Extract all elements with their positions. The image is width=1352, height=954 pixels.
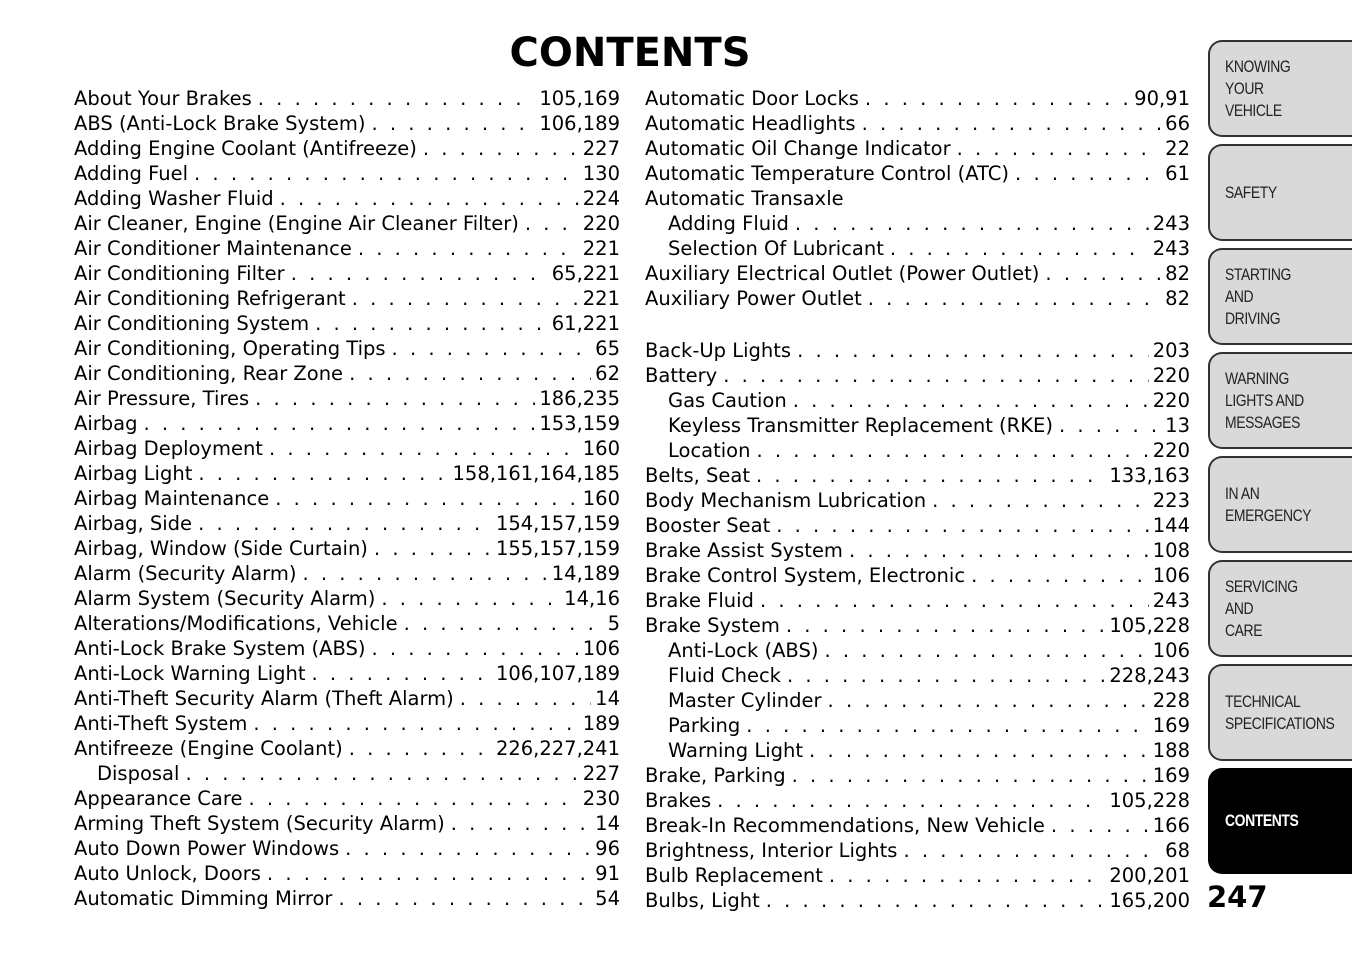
dot-leader <box>358 236 579 261</box>
entry-label: Adding Washer Fluid <box>74 187 274 210</box>
entry-label: Automatic Temperature Control (ATC) <box>645 162 1010 185</box>
entry-label: Air Conditioning, Operating Tips <box>74 337 386 360</box>
page-title: CONTENTS <box>509 30 751 76</box>
entry-page-numbers: 189 <box>582 712 620 735</box>
entry-page-numbers: 91 <box>595 862 620 885</box>
dot-leader <box>423 136 579 161</box>
entry-label: Air Conditioner Maintenance <box>74 237 352 260</box>
entry-page-numbers: 230 <box>582 787 620 810</box>
index-column-left <box>74 86 620 911</box>
entry-label: Airbag <box>74 412 138 435</box>
dot-leader <box>338 886 591 911</box>
index-entry[interactable] <box>74 611 620 636</box>
entry-label: Automatic Door Locks <box>645 87 859 110</box>
index-entry[interactable] <box>74 261 620 286</box>
entry-page-numbers: 169 <box>1152 764 1190 787</box>
entry-page-numbers: 105,169 <box>539 87 620 110</box>
index-entry[interactable] <box>74 411 620 436</box>
entry-page-numbers: 221 <box>582 287 620 310</box>
entry-label: Air Conditioning Filter <box>74 262 285 285</box>
entry-label: Air Pressure, Tires <box>74 387 250 410</box>
index-entry[interactable] <box>74 811 620 836</box>
dot-leader <box>280 186 579 211</box>
index-entry[interactable] <box>645 111 1190 136</box>
entry-label: Appearance Care <box>74 787 243 810</box>
index-subentry[interactable] <box>645 738 1190 763</box>
entry-page-numbers: 155,157,159 <box>495 537 620 560</box>
entry-page-numbers: 220 <box>1152 439 1190 462</box>
dot-leader <box>275 486 579 511</box>
index-entry[interactable] <box>645 788 1190 813</box>
entry-label: Anti-Theft Security Alarm (Theft Alarm) <box>74 687 454 710</box>
index-entry[interactable] <box>645 863 1190 888</box>
entry-page-numbers: 96 <box>595 837 620 860</box>
dot-leader <box>349 736 492 761</box>
index-entry[interactable] <box>645 261 1190 286</box>
index-entry[interactable] <box>645 488 1190 513</box>
dot-leader <box>198 511 492 536</box>
entry-page-numbers: 243 <box>1152 212 1190 235</box>
entry-label: Disposal <box>97 762 180 785</box>
entry-page-numbers: 106 <box>582 637 620 660</box>
dot-leader <box>766 888 1106 913</box>
index-entry[interactable] <box>645 513 1190 538</box>
index-entry[interactable] <box>74 836 620 861</box>
entry-label: Brake Control System, Electronic <box>645 564 966 587</box>
section-tab[interactable] <box>1208 664 1352 761</box>
entry-label: Master Cylinder <box>668 689 822 712</box>
section-tab[interactable] <box>1208 560 1352 657</box>
entry-label: Alterations/Modifications, Vehicle <box>74 612 398 635</box>
entry-label: Bulb Replacement <box>645 864 823 887</box>
entry-page-numbers: 243 <box>1152 237 1190 260</box>
page-number: 247 <box>1207 880 1268 914</box>
index-entry[interactable] <box>74 336 620 361</box>
index-entry[interactable] <box>74 586 620 611</box>
dot-leader <box>525 211 579 236</box>
section-tab[interactable] <box>1208 248 1352 345</box>
entry-page-numbers: 5 <box>607 612 620 635</box>
dot-leader <box>143 411 535 436</box>
section-tab[interactable] <box>1208 768 1352 874</box>
dot-leader <box>269 436 579 461</box>
entry-page-numbers: 14,189 <box>551 562 620 585</box>
entry-page-numbers: 105,228 <box>1109 614 1190 637</box>
dot-leader <box>717 788 1105 813</box>
index-entry[interactable] <box>645 538 1190 563</box>
entry-label: Belts, Seat <box>645 464 750 487</box>
entry-page-numbers: 61 <box>1165 162 1190 185</box>
index-entry[interactable] <box>645 86 1190 111</box>
entry-label: Airbag Maintenance <box>74 487 270 510</box>
entry-label: Booster Seat <box>645 514 771 537</box>
index-entry[interactable] <box>645 563 1190 588</box>
entry-label: Brakes <box>645 789 712 812</box>
entry-page-numbers: 160 <box>582 437 620 460</box>
entry-page-numbers: 220 <box>1152 389 1190 412</box>
dot-leader <box>797 338 1149 363</box>
entry-label: ABS (Anti-Lock Brake System) <box>74 112 366 135</box>
entry-page-numbers: 106 <box>1152 639 1190 662</box>
entry-page-numbers: 166 <box>1152 814 1190 837</box>
index-entry[interactable] <box>74 436 620 461</box>
index-entry[interactable] <box>74 786 620 811</box>
index-entry[interactable] <box>645 613 1190 638</box>
entry-label: Adding Engine Coolant (Antifreeze) <box>74 137 417 160</box>
index-entry[interactable] <box>645 286 1190 311</box>
entry-page-numbers: 160 <box>582 487 620 510</box>
index-entry[interactable] <box>74 561 620 586</box>
entry-label: Air Conditioning, Rear Zone <box>74 362 344 385</box>
dot-leader <box>932 488 1149 513</box>
entry-page-numbers: 200,201 <box>1109 864 1190 887</box>
entry-label: Body Mechanism Lubrication <box>645 489 927 512</box>
index-entry[interactable] <box>74 886 620 911</box>
entry-page-numbers: 186,235 <box>539 387 620 410</box>
entry-page-numbers: 62 <box>595 362 620 385</box>
dot-leader <box>1045 261 1161 286</box>
dot-leader <box>381 586 560 611</box>
index-entry[interactable] <box>74 136 620 161</box>
entry-label: Airbag Light <box>74 462 193 485</box>
dot-leader <box>786 613 1106 638</box>
entry-label: Adding Fluid <box>668 212 789 235</box>
index-entry[interactable] <box>74 86 620 111</box>
index-entry[interactable] <box>645 186 1190 211</box>
section-tab[interactable] <box>1208 144 1352 241</box>
dot-leader <box>723 363 1149 388</box>
entry-page-numbers: 82 <box>1165 287 1190 310</box>
index-entry[interactable] <box>645 463 1190 488</box>
entry-page-numbers: 154,157,159 <box>495 512 620 535</box>
entry-page-numbers: 133,163 <box>1109 464 1190 487</box>
entry-page-numbers: 90,91 <box>1134 87 1190 110</box>
index-subentry[interactable] <box>645 713 1190 738</box>
section-tabs <box>1208 40 1352 881</box>
index-entry[interactable] <box>645 363 1190 388</box>
dot-leader <box>291 261 548 286</box>
index-entry[interactable] <box>74 386 620 411</box>
dot-leader <box>792 763 1149 788</box>
dot-leader <box>258 86 536 111</box>
section-tab-label: TECHNICAL SPECIFICATIONS <box>1225 691 1335 733</box>
section-tab-label: SAFETY <box>1225 182 1277 202</box>
index-entry[interactable] <box>645 888 1190 913</box>
entry-label: Fluid Check <box>668 664 781 687</box>
dot-leader <box>1059 413 1161 438</box>
entry-page-numbers: 66 <box>1165 112 1190 135</box>
entry-label: Back-Up Lights <box>645 339 792 362</box>
entry-page-numbers: 227 <box>582 137 620 160</box>
entry-page-numbers: 14,16 <box>564 587 620 610</box>
entry-label: Airbag Deployment <box>74 437 263 460</box>
dot-leader <box>971 563 1149 588</box>
entry-page-numbers: 243 <box>1152 589 1190 612</box>
entry-label: Brake, Parking <box>645 764 786 787</box>
index-entry[interactable] <box>645 813 1190 838</box>
index-column-right <box>645 86 1190 913</box>
entry-page-numbers: 220 <box>1152 364 1190 387</box>
dot-leader <box>890 236 1149 261</box>
entry-page-numbers: 223 <box>1152 489 1190 512</box>
dot-leader <box>371 636 578 661</box>
entry-label: Air Cleaner, Engine (Engine Air Cleaner Filter) <box>74 212 519 235</box>
index-entry[interactable] <box>74 286 620 311</box>
entry-label: Alarm System (Security Alarm) <box>74 587 376 610</box>
entry-page-numbers: 22 <box>1165 137 1190 160</box>
entry-label: Brake Assist System <box>645 539 843 562</box>
entry-page-numbers: 226,227,241 <box>495 737 620 760</box>
dot-leader <box>809 738 1149 763</box>
dot-leader <box>862 111 1162 136</box>
dot-leader <box>371 111 535 136</box>
entry-page-numbers: 188 <box>1152 739 1190 762</box>
index-entry[interactable] <box>74 236 620 261</box>
entry-label: Warning Light <box>668 739 804 762</box>
entry-label: Auto Unlock, Doors <box>74 862 261 885</box>
entry-page-numbers: 82 <box>1165 262 1190 285</box>
entry-label: Battery <box>645 364 718 387</box>
dot-leader <box>315 311 548 336</box>
dot-leader <box>828 688 1149 713</box>
dot-leader <box>349 361 591 386</box>
dot-leader <box>849 538 1149 563</box>
entry-label: Automatic Transaxle <box>645 187 844 210</box>
entry-label: About Your Brakes <box>74 87 252 110</box>
entry-page-numbers: 14 <box>595 687 620 710</box>
entry-label: Keyless Transmitter Replacement (RKE) <box>668 414 1053 437</box>
entry-label: Auxiliary Power Outlet <box>645 287 862 310</box>
entry-page-numbers: 227 <box>582 762 620 785</box>
index-entry[interactable] <box>74 111 620 136</box>
index-entry[interactable] <box>74 511 620 536</box>
index-subentry[interactable] <box>74 761 620 786</box>
entry-page-numbers: 228 <box>1152 689 1190 712</box>
entry-label: Auto Down Power Windows <box>74 837 340 860</box>
entry-page-numbers: 144 <box>1152 514 1190 537</box>
entry-page-numbers: 65,221 <box>551 262 620 285</box>
index-entry[interactable] <box>645 588 1190 613</box>
index-entry[interactable] <box>74 161 620 186</box>
entry-page-numbers: 224 <box>582 187 620 210</box>
dot-leader <box>451 811 591 836</box>
dot-leader <box>868 286 1161 311</box>
entry-page-numbers: 54 <box>595 887 620 910</box>
index-entry[interactable] <box>74 636 620 661</box>
entry-label: Anti-Theft System <box>74 712 248 735</box>
section-tab[interactable] <box>1208 352 1352 449</box>
dot-leader <box>248 786 578 811</box>
entry-page-numbers: 106,107,189 <box>495 662 620 685</box>
index-subentry[interactable] <box>645 638 1190 663</box>
dot-leader <box>746 713 1148 738</box>
dot-leader <box>253 711 578 736</box>
entry-page-numbers: 203 <box>1152 339 1190 362</box>
entry-label: Airbag, Side <box>74 512 193 535</box>
entry-page-numbers: 153,159 <box>539 412 620 435</box>
dot-leader <box>776 513 1149 538</box>
entry-page-numbers: 105,228 <box>1109 789 1190 812</box>
entry-label: Arming Theft System (Security Alarm) <box>74 812 445 835</box>
entry-page-numbers: 61,221 <box>551 312 620 335</box>
index-entry[interactable] <box>645 838 1190 863</box>
index-subentry[interactable] <box>645 438 1190 463</box>
section-tab[interactable] <box>1208 40 1352 137</box>
dot-leader <box>1051 813 1149 838</box>
entry-page-numbers: 158,161,164,185 <box>452 462 620 485</box>
entry-page-numbers: 14 <box>595 812 620 835</box>
entry-label: Gas Caution <box>668 389 787 412</box>
entry-label: Adding Fuel <box>74 162 189 185</box>
dot-leader <box>865 86 1130 111</box>
index-entry[interactable] <box>74 861 620 886</box>
dot-leader <box>194 161 579 186</box>
entry-label: Brake System <box>645 614 780 637</box>
index-entry[interactable] <box>74 661 620 686</box>
index-subentry[interactable] <box>645 388 1190 413</box>
index-entry[interactable] <box>74 736 620 761</box>
entry-page-numbers: 221 <box>582 237 620 260</box>
index-entry[interactable] <box>74 311 620 336</box>
entry-page-numbers: 108 <box>1152 539 1190 562</box>
dot-leader <box>255 386 535 411</box>
index-subentry[interactable] <box>645 688 1190 713</box>
entry-label: Antifreeze (Engine Coolant) <box>74 737 343 760</box>
entry-label: Anti-Lock Warning Light <box>74 662 306 685</box>
section-tab-label: SERVICING AND CARE <box>1225 576 1298 640</box>
dot-leader <box>1015 161 1161 186</box>
dot-leader <box>404 611 604 636</box>
index-entry[interactable] <box>74 486 620 511</box>
index-entry[interactable] <box>74 461 620 486</box>
index-entry[interactable] <box>74 361 620 386</box>
entry-page-numbers: 220 <box>582 212 620 235</box>
dot-leader <box>795 211 1149 236</box>
entry-label: Bulbs, Light <box>645 889 760 912</box>
entry-page-numbers: 165,200 <box>1109 889 1190 912</box>
dot-leader <box>756 463 1105 488</box>
entry-label: Brightness, Interior Lights <box>645 839 898 862</box>
section-tab-label: STARTING AND DRIVING <box>1225 264 1291 328</box>
entry-label: Air Conditioning System <box>74 312 310 335</box>
dot-leader <box>312 661 492 686</box>
dot-leader <box>352 286 579 311</box>
dot-leader <box>267 861 591 886</box>
dot-leader <box>374 536 492 561</box>
index-entry[interactable] <box>74 536 620 561</box>
index-subentry[interactable] <box>645 211 1190 236</box>
entry-label: Automatic Dimming Mirror <box>74 887 333 910</box>
entry-label: Break-In Recommendations, New Vehicle <box>645 814 1045 837</box>
section-tab[interactable] <box>1208 456 1352 553</box>
dot-leader <box>793 388 1149 413</box>
index-entry[interactable] <box>74 711 620 736</box>
entry-label: Anti-Lock (ABS) <box>668 639 819 662</box>
dot-leader <box>903 838 1161 863</box>
entry-label: Alarm (Security Alarm) <box>74 562 297 585</box>
entry-page-numbers: 13 <box>1165 414 1190 437</box>
entry-page-numbers: 130 <box>582 162 620 185</box>
entry-page-numbers: 169 <box>1152 714 1190 737</box>
entry-label: Airbag, Window (Side Curtain) <box>74 537 368 560</box>
entry-page-numbers: 106 <box>1152 564 1190 587</box>
entry-label: Air Conditioning Refrigerant <box>74 287 346 310</box>
entry-page-numbers: 106,189 <box>539 112 620 135</box>
index-entry[interactable] <box>74 686 620 711</box>
section-tab-label: WARNING LIGHTS AND MESSAGES <box>1225 368 1304 432</box>
dot-leader <box>302 561 547 586</box>
entry-page-numbers: 68 <box>1165 839 1190 862</box>
dot-leader <box>787 663 1105 688</box>
entry-page-numbers: 65 <box>595 337 620 360</box>
entry-label: Automatic Headlights <box>645 112 856 135</box>
section-tab-label: CONTENTS <box>1225 811 1299 830</box>
dot-leader <box>345 836 591 861</box>
index-entry[interactable] <box>645 763 1190 788</box>
entry-label: Selection Of Lubricant <box>668 237 884 260</box>
entry-label: Auxiliary Electrical Outlet (Power Outlet) <box>645 262 1040 285</box>
index-subentry[interactable] <box>645 236 1190 261</box>
dot-leader <box>760 588 1149 613</box>
entry-label: Anti-Lock Brake System (ABS) <box>74 637 366 660</box>
entry-label: Location <box>668 439 751 462</box>
index-subentry[interactable] <box>645 663 1190 688</box>
entry-label: Parking <box>668 714 741 737</box>
index-entry[interactable] <box>645 338 1190 363</box>
section-tab-label: KNOWING YOUR VEHICLE <box>1225 56 1291 120</box>
dot-leader <box>198 461 448 486</box>
dot-leader <box>957 136 1162 161</box>
dot-leader <box>185 761 578 786</box>
dot-leader <box>392 336 592 361</box>
index-entry[interactable] <box>74 211 620 236</box>
entry-label: Automatic Oil Change Indicator <box>645 137 951 160</box>
dot-leader <box>829 863 1105 888</box>
entry-page-numbers: 228,243 <box>1109 664 1190 687</box>
section-tab-label: IN AN EMERGENCY <box>1225 483 1312 525</box>
index-entry[interactable] <box>645 136 1190 161</box>
dot-leader <box>824 638 1148 663</box>
entry-label: Brake Fluid <box>645 589 754 612</box>
index-entry[interactable] <box>645 161 1190 186</box>
index-subentry[interactable] <box>645 413 1190 438</box>
dot-leader <box>460 686 591 711</box>
index-entry[interactable] <box>74 186 620 211</box>
dot-leader <box>756 438 1148 463</box>
